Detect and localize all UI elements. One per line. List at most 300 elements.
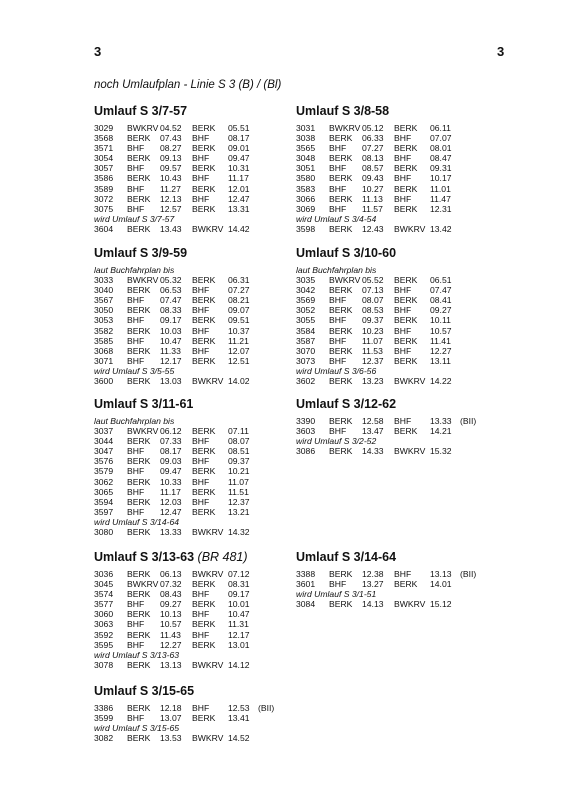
schedule-cell: 3047 xyxy=(94,446,114,457)
schedule-cell: 14.52 xyxy=(228,733,250,744)
schedule-cell: 09.37 xyxy=(362,315,384,326)
schedule-cell: 11.41 xyxy=(430,335,451,346)
schedule-cell: 11.17 xyxy=(160,486,181,497)
schedule-cell: BERK xyxy=(127,703,151,713)
schedule-cell: BERK xyxy=(127,223,151,234)
schedule-cell xyxy=(258,163,282,173)
schedule-cell: BHF xyxy=(192,345,210,356)
schedule-row xyxy=(94,153,304,163)
schedule-cell: 14.33 xyxy=(362,446,384,457)
schedule-cell: BERK xyxy=(127,193,151,204)
block-title xyxy=(94,104,304,118)
schedule-cell: 11.07 xyxy=(228,476,249,487)
schedule-cell: 3569 xyxy=(296,295,316,306)
schedule-cell: BERK xyxy=(127,345,151,356)
schedule-row xyxy=(94,456,304,466)
schedule-cell: 3388 xyxy=(296,569,316,579)
schedule-cell xyxy=(258,507,282,517)
schedule-cell xyxy=(460,173,484,183)
schedule-cell: BERK xyxy=(192,639,216,650)
schedule-cell: 3057 xyxy=(94,163,114,174)
schedule-cell: BERK xyxy=(192,446,216,457)
schedule-row xyxy=(94,507,304,517)
schedule-cell: 08.21 xyxy=(228,295,250,306)
schedule-cell: BERK xyxy=(329,153,353,164)
schedule-row xyxy=(94,703,304,713)
schedule-cell: 3051 xyxy=(296,163,316,174)
schedule-cell: 07.33 xyxy=(160,436,182,447)
schedule-cell: BWKRV xyxy=(127,579,159,590)
schedule-cell xyxy=(258,173,282,183)
schedule-cell: 08.47 xyxy=(430,153,452,164)
schedule-cell: BERK xyxy=(329,446,353,457)
schedule-cell: 3571 xyxy=(94,143,114,154)
schedule-cell: 10.57 xyxy=(160,619,182,630)
schedule-cell: 07.12 xyxy=(228,569,250,579)
schedule-cell: (BII) xyxy=(258,703,275,713)
schedule-cell: 13.43 xyxy=(160,223,182,234)
schedule-cell xyxy=(460,133,484,143)
schedule-cell: 3568 xyxy=(94,133,114,144)
schedule-cell: 3600 xyxy=(94,376,114,387)
wird-umlauf-note: wird Umlauf S 3/2-52 xyxy=(296,436,377,447)
schedule-cell xyxy=(258,356,282,366)
schedule-cell xyxy=(460,346,484,356)
schedule-cell: BERK xyxy=(127,476,151,487)
schedule-cell xyxy=(258,326,282,336)
schedule-cell: 11.51 xyxy=(228,486,249,497)
schedule-cell: BWKRV xyxy=(127,123,159,133)
schedule-cell: 07.13 xyxy=(362,285,384,296)
schedule-cell xyxy=(460,275,484,285)
schedule-cell: BERK xyxy=(127,153,151,164)
schedule-cell: 09.51 xyxy=(228,315,250,326)
schedule-cell: 12.27 xyxy=(430,345,452,356)
schedule-cell: BERK xyxy=(329,193,353,204)
schedule-cell xyxy=(258,436,282,446)
schedule-cell: 3075 xyxy=(94,203,114,214)
schedule-cell: BHF xyxy=(192,133,210,144)
schedule-cell: BWKRV xyxy=(192,659,224,670)
schedule-cell: 09.47 xyxy=(228,153,250,164)
schedule-cell: 11.31 xyxy=(228,619,249,630)
block-title xyxy=(296,397,506,411)
schedule-cell: 08.33 xyxy=(160,305,182,316)
schedule-row xyxy=(296,336,506,346)
schedule-row xyxy=(94,630,304,640)
schedule-cell: 3065 xyxy=(94,486,114,497)
schedule-cell: BERK xyxy=(394,335,418,346)
schedule-row xyxy=(94,204,304,214)
umlauf-block xyxy=(296,246,506,386)
schedule-row xyxy=(296,426,506,436)
schedule-cell: 13.03 xyxy=(160,376,182,387)
schedule-cell: 09.57 xyxy=(160,163,182,174)
schedule-cell: 3066 xyxy=(296,193,316,204)
schedule-cell: BERK xyxy=(192,335,216,346)
schedule-row xyxy=(296,275,506,285)
schedule-cell: BWKRV xyxy=(394,446,426,457)
schedule-cell: BERK xyxy=(329,305,353,316)
schedule-row xyxy=(296,184,506,194)
schedule-cell: BHF xyxy=(329,143,347,154)
schedule-cell: BWKRV xyxy=(192,733,224,744)
schedule-cell: BERK xyxy=(127,305,151,316)
schedule-cell: 08.53 xyxy=(362,305,384,316)
schedule-cell: BERK xyxy=(127,659,151,670)
schedule-cell: 3045 xyxy=(94,579,114,590)
schedule-row xyxy=(296,204,506,214)
schedule-cell: BERK xyxy=(329,376,353,387)
schedule-cell: 3071 xyxy=(94,355,114,366)
schedule-cell: 11.33 xyxy=(160,345,181,356)
schedule-cell: 09.07 xyxy=(228,305,250,316)
schedule-cell: 10.47 xyxy=(228,609,250,620)
schedule-cell: 13.31 xyxy=(228,203,250,214)
schedule-cell: 10.47 xyxy=(160,335,182,346)
wird-umlauf-note: wird Umlauf S 3/5-55 xyxy=(94,365,175,376)
schedule-cell: 12.51 xyxy=(228,355,250,366)
schedule-cell: 12.58 xyxy=(362,416,384,426)
umlauf-block xyxy=(296,550,506,609)
schedule-row xyxy=(296,569,506,579)
schedule-cell xyxy=(460,579,484,589)
schedule-cell: BERK xyxy=(192,506,216,517)
schedule-cell: BERK xyxy=(127,496,151,507)
page-number-right: 3 xyxy=(497,44,505,59)
schedule-cell xyxy=(258,143,282,153)
wird-umlauf-note: wird Umlauf S 3/4-54 xyxy=(296,213,377,224)
block-title-note: (BR 481) xyxy=(197,550,248,564)
schedule-cell: 08.57 xyxy=(362,163,384,174)
schedule-row xyxy=(94,346,304,356)
schedule-cell: 13.07 xyxy=(160,713,182,724)
schedule-row xyxy=(94,184,304,194)
schedule-cell: BHF xyxy=(394,416,412,426)
schedule-cell: BHF xyxy=(329,295,347,306)
schedule-cell: 08.13 xyxy=(362,153,384,164)
schedule-cell xyxy=(258,569,282,579)
schedule-cell xyxy=(258,599,282,609)
schedule-row xyxy=(94,619,304,629)
schedule-cell: 3577 xyxy=(94,599,114,610)
schedule-cell: (BII) xyxy=(460,416,477,426)
schedule-cell: BERK xyxy=(192,143,216,154)
document-subtitle: noch Umlaufplan - Linie S 3 (B) / (Bl) xyxy=(94,79,282,91)
schedule-row xyxy=(94,599,304,609)
schedule-cell: 3062 xyxy=(94,476,114,487)
schedule-cell: BERK xyxy=(394,275,418,286)
schedule-cell: 12.53 xyxy=(228,703,250,713)
schedule-cell: BERK xyxy=(192,619,216,630)
schedule-cell: 3084 xyxy=(296,599,316,610)
schedule-cell xyxy=(258,589,282,599)
wird-umlauf-note: wird Umlauf S 3/7-57 xyxy=(94,213,175,224)
schedule-cell: BERK xyxy=(394,355,418,366)
schedule-row xyxy=(94,336,304,346)
schedule-cell: BHF xyxy=(192,193,210,204)
schedule-cell xyxy=(460,599,484,609)
schedule-cell: BERK xyxy=(192,183,216,194)
schedule-cell: BERK xyxy=(394,163,418,174)
schedule-cell: 3589 xyxy=(94,183,114,194)
schedule-cell: 3599 xyxy=(94,713,114,724)
schedule-cell: 14.02 xyxy=(228,376,250,387)
schedule-cell: 09.17 xyxy=(228,589,250,600)
schedule-cell: BERK xyxy=(329,416,353,426)
schedule-row xyxy=(296,143,506,153)
final-schedule-row xyxy=(94,733,304,743)
schedule-cell: 12.31 xyxy=(430,203,452,214)
schedule-cell: BWKRV xyxy=(127,275,159,286)
schedule-cell: 3037 xyxy=(94,426,114,437)
schedule-cell: 3029 xyxy=(94,123,114,133)
schedule-cell xyxy=(460,163,484,173)
block-title-text: Umlauf S 3/9-59 xyxy=(94,246,188,260)
schedule-cell: BHF xyxy=(192,589,210,600)
schedule-cell xyxy=(258,153,282,163)
schedule-cell: BERK xyxy=(127,589,151,600)
schedule-cell: 3580 xyxy=(296,173,316,184)
schedule-cell: BHF xyxy=(394,133,412,144)
schedule-cell: BWKRV xyxy=(394,376,426,387)
schedule-cell: 08.31 xyxy=(228,579,250,590)
schedule-cell: 05.32 xyxy=(160,275,182,286)
schedule-cell: BWKRV xyxy=(192,569,224,579)
schedule-cell xyxy=(460,194,484,204)
schedule-cell: BHF xyxy=(127,295,145,306)
schedule-cell: 15.32 xyxy=(430,446,452,457)
schedule-cell: BHF xyxy=(127,355,145,366)
schedule-row xyxy=(296,579,506,589)
schedule-cell xyxy=(460,376,484,386)
schedule-cell: BHF xyxy=(394,305,412,316)
schedule-cell: BERK xyxy=(192,466,216,477)
schedule-cell: BERK xyxy=(127,629,151,640)
schedule-row xyxy=(296,416,506,426)
schedule-cell: 12.38 xyxy=(362,569,384,579)
schedule-row xyxy=(94,589,304,599)
schedule-cell: BHF xyxy=(394,193,412,204)
buchfahrplan-note: laut Buchfahrplan bis xyxy=(94,265,175,275)
schedule-cell: 14.01 xyxy=(430,579,452,590)
schedule-row xyxy=(296,326,506,336)
schedule-cell: 08.07 xyxy=(228,436,250,447)
schedule-cell: 3598 xyxy=(296,223,316,234)
schedule-cell xyxy=(258,527,282,537)
schedule-cell: BERK xyxy=(192,599,216,610)
schedule-row xyxy=(94,133,304,143)
schedule-cell xyxy=(258,336,282,346)
schedule-cell: BERK xyxy=(127,436,151,447)
schedule-cell: BERK xyxy=(394,315,418,326)
schedule-cell: 14.32 xyxy=(228,527,250,538)
schedule-cell: 3585 xyxy=(94,335,114,346)
schedule-cell: BERK xyxy=(329,345,353,356)
schedule-cell: BERK xyxy=(394,123,418,133)
schedule-cell: 3390 xyxy=(296,416,316,426)
schedule-cell: BERK xyxy=(329,173,353,184)
schedule-cell xyxy=(460,295,484,305)
schedule-cell: 11.57 xyxy=(362,203,383,214)
schedule-cell: BERK xyxy=(394,143,418,154)
schedule-cell: 12.18 xyxy=(160,703,182,713)
schedule-cell: 08.41 xyxy=(430,295,452,306)
schedule-cell: 09.13 xyxy=(160,153,182,164)
schedule-cell: 3033 xyxy=(94,275,114,286)
schedule-cell: 3050 xyxy=(94,305,114,316)
schedule-cell: 09.37 xyxy=(228,456,250,467)
schedule-cell xyxy=(460,285,484,295)
schedule-cell xyxy=(258,426,282,436)
schedule-cell: 10.17 xyxy=(430,173,452,184)
schedule-cell: 12.03 xyxy=(160,496,182,507)
schedule-cell: 3048 xyxy=(296,153,316,164)
schedule-cell: BERK xyxy=(127,733,151,744)
schedule-cell: 13.42 xyxy=(430,223,452,234)
schedule-row xyxy=(296,133,506,143)
schedule-cell: BERK xyxy=(192,315,216,326)
schedule-cell: BHF xyxy=(329,183,347,194)
schedule-cell: 3587 xyxy=(296,335,316,346)
schedule-cell: BHF xyxy=(127,639,145,650)
schedule-cell: BERK xyxy=(127,173,151,184)
wird-umlauf-note: wird Umlauf S 3/1-51 xyxy=(296,589,377,600)
schedule-cell xyxy=(258,295,282,305)
schedule-cell: 3082 xyxy=(94,733,114,744)
schedule-cell: BHF xyxy=(394,153,412,164)
block-title-text: Umlauf S 3/14-64 xyxy=(296,550,397,564)
schedule-cell: 07.43 xyxy=(160,133,182,144)
block-title-text: Umlauf S 3/11-61 xyxy=(94,397,194,411)
schedule-row xyxy=(94,123,304,133)
schedule-cell: BHF xyxy=(127,713,145,724)
schedule-cell: BHF xyxy=(329,315,347,326)
schedule-cell: 09.31 xyxy=(430,163,452,174)
schedule-cell: 13.01 xyxy=(228,639,250,650)
schedule-cell: BHF xyxy=(127,619,145,630)
schedule-cell: BERK xyxy=(127,376,151,387)
block-title xyxy=(296,246,506,260)
schedule-cell: BERK xyxy=(192,203,216,214)
schedule-cell: 13.27 xyxy=(362,579,384,590)
schedule-cell xyxy=(258,194,282,204)
schedule-row xyxy=(94,477,304,487)
schedule-row xyxy=(94,713,304,723)
schedule-row xyxy=(94,305,304,315)
umlauf-block xyxy=(94,397,304,537)
schedule-cell: 13.21 xyxy=(228,506,250,517)
schedule-row xyxy=(94,315,304,325)
final-schedule-row xyxy=(94,376,304,386)
schedule-cell: BERK xyxy=(394,579,418,590)
schedule-row xyxy=(94,497,304,507)
schedule-cell: 11.43 xyxy=(160,629,181,640)
schedule-cell: BERK xyxy=(192,163,216,174)
schedule-cell: 3602 xyxy=(296,376,316,387)
schedule-cell: 08.17 xyxy=(228,133,250,144)
block-title-text: Umlauf S 3/8-58 xyxy=(296,104,390,118)
schedule-cell: 12.37 xyxy=(362,355,384,366)
wird-umlauf-note: wird Umlauf S 3/13-63 xyxy=(94,649,180,660)
schedule-cell: BERK xyxy=(192,486,216,497)
schedule-cell: 05.52 xyxy=(362,275,384,286)
schedule-cell xyxy=(460,426,484,436)
schedule-cell: 10.31 xyxy=(228,163,250,174)
block-title xyxy=(94,397,304,411)
schedule-cell: 3565 xyxy=(296,143,316,154)
schedule-cell: BWKRV xyxy=(192,376,224,387)
schedule-row xyxy=(94,436,304,446)
schedule-cell xyxy=(258,285,282,295)
schedule-cell: 11.27 xyxy=(160,183,181,194)
schedule-cell: 06.31 xyxy=(228,275,250,286)
schedule-row xyxy=(94,194,304,204)
schedule-row xyxy=(94,426,304,436)
schedule-cell: BHF xyxy=(127,163,145,174)
schedule-cell: 3072 xyxy=(94,193,114,204)
schedule-cell: 13.33 xyxy=(430,416,452,426)
schedule-cell: 08.01 xyxy=(430,143,452,154)
schedule-cell: 06.12 xyxy=(160,426,182,437)
block-title-text: Umlauf S 3/13-63 xyxy=(94,550,195,564)
schedule-cell: 3055 xyxy=(296,315,316,326)
schedule-row xyxy=(94,163,304,173)
schedule-cell: BHF xyxy=(192,436,210,447)
schedule-cell xyxy=(258,305,282,315)
schedule-cell: BHF xyxy=(192,703,210,713)
schedule-cell xyxy=(460,184,484,194)
schedule-cell: 07.32 xyxy=(160,579,182,590)
schedule-cell: BERK xyxy=(329,285,353,296)
schedule-cell: BHF xyxy=(192,629,210,640)
schedule-cell: 12.07 xyxy=(228,345,250,356)
schedule-cell: 12.13 xyxy=(160,193,182,204)
schedule-row xyxy=(296,295,506,305)
schedule-cell: 07.47 xyxy=(160,295,182,306)
schedule-cell: 08.17 xyxy=(160,446,182,457)
schedule-cell: 15.12 xyxy=(430,599,452,610)
schedule-cell: BHF xyxy=(394,345,412,356)
schedule-cell: 07.11 xyxy=(228,426,249,437)
schedule-cell: 10.33 xyxy=(160,476,182,487)
schedule-cell: BERK xyxy=(127,609,151,620)
schedule-cell: BERK xyxy=(329,223,353,234)
schedule-cell: 3063 xyxy=(94,619,114,630)
schedule-cell: BERK xyxy=(192,579,216,590)
schedule-cell xyxy=(460,446,484,456)
schedule-cell: 13.11 xyxy=(430,355,451,366)
schedule-cell: 10.57 xyxy=(430,325,452,336)
block-title xyxy=(94,684,304,698)
buchfahrplan-note: laut Buchfahrplan bis xyxy=(296,265,377,275)
schedule-cell: BWKRV xyxy=(394,599,426,610)
schedule-cell: 3036 xyxy=(94,569,114,579)
schedule-cell: BHF xyxy=(127,335,145,346)
schedule-cell xyxy=(258,204,282,214)
schedule-cell: 14.21 xyxy=(430,426,452,437)
schedule-cell xyxy=(258,609,282,619)
umlauf-block xyxy=(94,246,304,386)
schedule-cell: BHF xyxy=(329,203,347,214)
schedule-cell: BHF xyxy=(127,183,145,194)
schedule-cell: BWKRV xyxy=(127,426,159,437)
schedule-cell: BERK xyxy=(192,426,216,437)
schedule-cell: 09.47 xyxy=(160,466,182,477)
schedule-cell: 14.12 xyxy=(228,659,250,670)
final-schedule-row xyxy=(296,224,506,234)
page-number-left: 3 xyxy=(94,44,102,59)
